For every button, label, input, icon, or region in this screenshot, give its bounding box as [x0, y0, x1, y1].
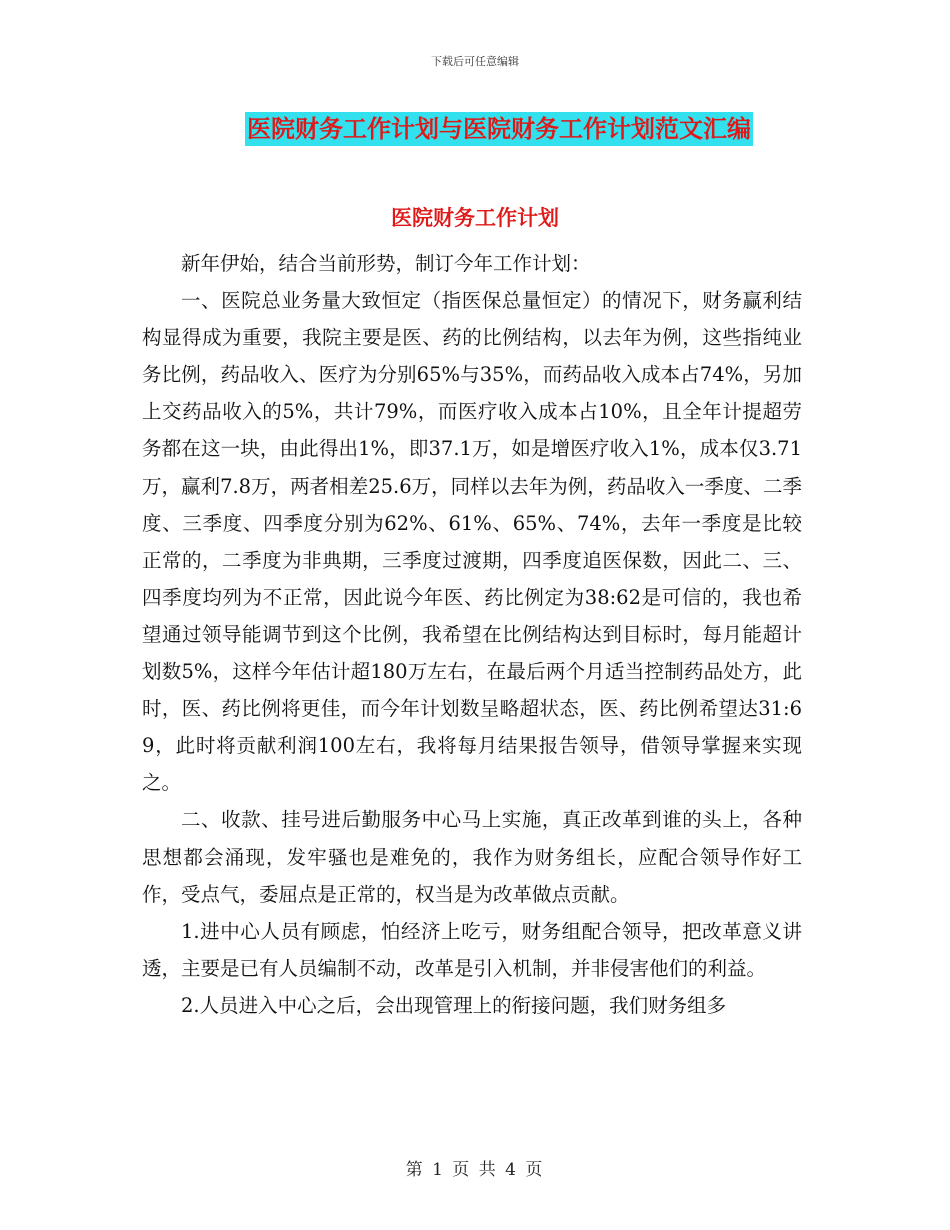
paragraph-2: 二、收款、挂号进后勤服务中心马上实施，真正改革到谁的头上，各种思想都会涌现，发牢骚也是难免的，我作为财务组长，应配合领导作好工作，受点气，委屈点是正常的，权当是为改革做点贡献。: [142, 808, 802, 906]
document-body: [142, 245, 802, 1024]
page-header-note: 下载后可任意编辑: [431, 55, 519, 68]
document-title-container: [0, 112, 950, 146]
page-number: 第 1 页 共 4 页: [405, 1160, 545, 1180]
paragraph-1: 一、医院总业务量大致恒定（指医保总量恒定）的情况下，财务赢利结构显得成为重要，我院主要是医、药的比例结构，以去年为例，这些指纯业务比例，药品收入、医疗为分别65%与35%，而药品收入成本占74%，另加上交药品收入的5%，共计79%，而医疗收入成本占10%，且全年计提超劳务都在这一块，由此得出1%，即37.1万，如是增医疗收入1%，成本仅3.71万，赢利7.8万，两者相差25.6万，同样以去年为例，药品收入一季度、二季度、三季度、四季度分别为62%、61%、65%、74%，去年一季度是比较正常的，二季度为非典期，三季度过渡期，四季度追医保数，因此二、三、四季度均列为不正常，因此说今年医、药比例定为38:62是可信的，我也希望通过领导能调节到这个比例，我希望在比例结构达到目标时，每月能超计划数5%，这样今年估计超180万左右，在最后两个月适当控制药品处方，此时，医、药比例将更佳，而今年计划数呈略超状态，医、药比例希望达31:69，此时将贡献利润100左右，我将每月结果报告领导，借领导掌握来实现之。: [142, 289, 802, 795]
paragraph-3: 1.进中心人员有顾虑，怕经济上吃亏，财务组配合领导，把改革意义讲透，主要是已有人员编制不动，改革是引入机制，并非侵害他们的利益。: [142, 919, 802, 980]
paragraph-intro: 新年伊始，结合当前形势，制订今年工作计划：: [181, 252, 591, 275]
document-title: 医院财务工作计划与医院财务工作计划范文汇编: [245, 112, 753, 146]
section-title: 医院财务工作计划: [391, 206, 559, 230]
paragraph-4: 2.人员进入中心之后，会出现管理上的衔接问题，我们财务组多: [181, 993, 727, 1017]
